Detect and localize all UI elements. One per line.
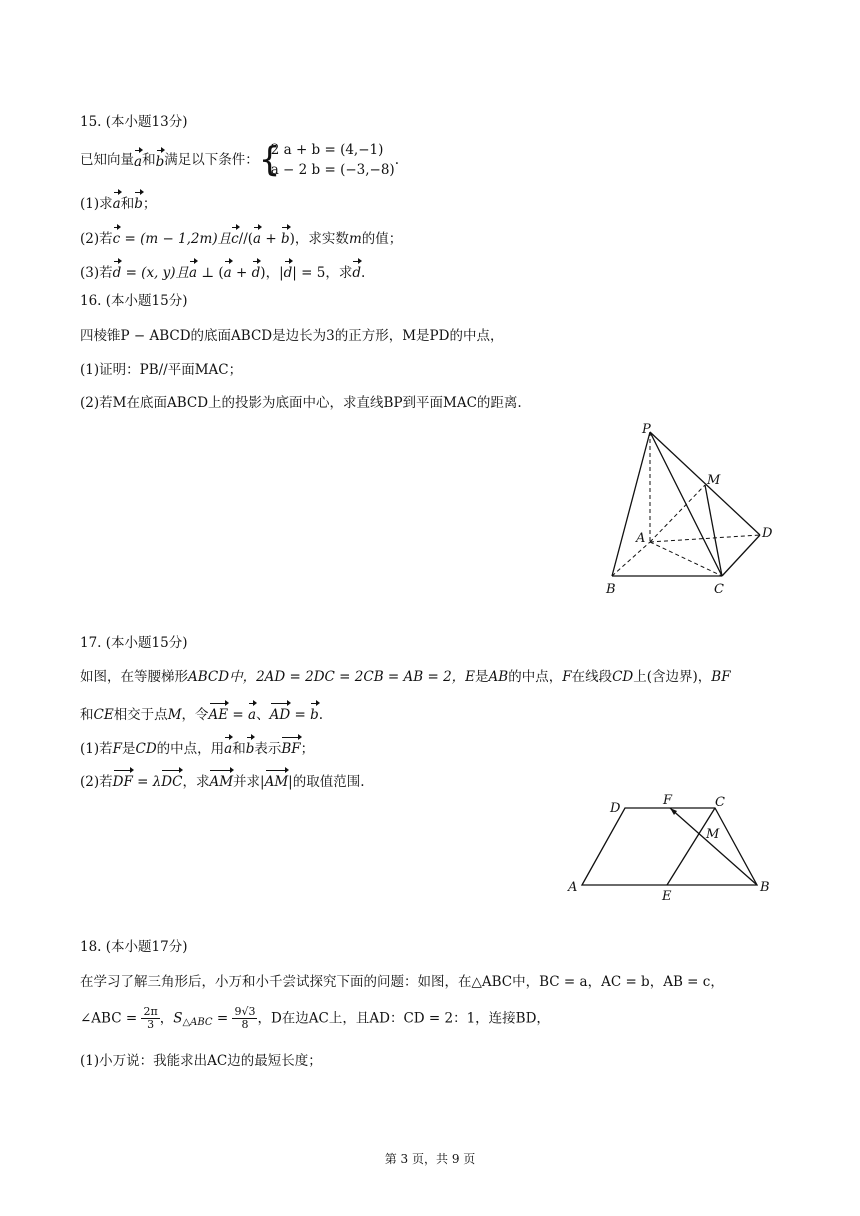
q17-stem1-boundary: 上(含边界)，: [633, 669, 712, 685]
q15-part2-expr: = (m − 1,2m)且: [124, 231, 232, 247]
vector-b: b: [310, 701, 319, 725]
vector-b: b: [246, 735, 255, 759]
vector-a: a: [134, 148, 142, 172]
label-M: M: [706, 827, 720, 842]
pyramid-figure: [590, 415, 790, 605]
q17-stem1-midpoint: 的中点，: [508, 669, 563, 685]
q17-part2-lambda: = λ: [137, 774, 162, 790]
q15-part2-value: 的值；: [361, 231, 403, 247]
vector-a: a: [248, 701, 256, 725]
q15-header: 15. (本小题13分): [80, 114, 188, 130]
vector-AE: AE: [209, 701, 229, 725]
q18-area-subscript: △ABC: [182, 1017, 213, 1028]
label-M: M: [707, 473, 721, 488]
q15-part2-text: (2)若: [80, 231, 113, 247]
vector-d: d: [352, 259, 361, 283]
vector-a: a: [189, 259, 197, 283]
q17-stem1-segment: 在线段: [571, 669, 613, 685]
vector-c: c: [231, 225, 239, 249]
q18-header: 18. (本小题17分): [80, 939, 188, 955]
label-P: P: [642, 422, 651, 437]
vector-a: a: [224, 735, 232, 759]
q17-stem2-intersect: 相交于点: [113, 707, 168, 723]
trapezoid-ABCD: [582, 808, 757, 885]
q17-stem2-eq: =: [232, 707, 244, 723]
vector-b: b: [281, 225, 290, 249]
vector-a: a: [224, 259, 232, 283]
q17-stem-1: 如图，在等腰梯形ABCD中，2AD = 2DC = 2CB = AB = 2，E是AB的中点，F在线段CD上(含边界)，BF: [80, 669, 731, 685]
vector-AD: AD: [270, 701, 291, 725]
q17-stem2-let: ，令: [181, 707, 209, 723]
q15-part3-perp: ⊥ (: [201, 265, 224, 281]
vector-AM: AM: [209, 768, 233, 792]
q17-header: 17. (本小题15分): [80, 635, 188, 651]
q17-part2-text: (2)若: [80, 774, 113, 790]
equation-system: [259, 140, 395, 180]
q15-part1-and: 和: [120, 196, 135, 212]
q17-stem2-and: 和: [80, 707, 94, 723]
q17-part1-text: (1)若: [80, 741, 113, 757]
fraction-9sqrt3-8: $\frac{9√3}{8}$: [234, 1005, 256, 1031]
q17-part1-midpoint: 的中点，用: [156, 741, 225, 757]
trapezoid-figure: [560, 790, 780, 905]
q18-stem-1: 在学习了解三角形后，小万和小千尝试探究下面的问题：如图，在△ABC中，BC = a，AC = b，AB = c，: [80, 974, 724, 990]
vector-BF: BF: [281, 735, 300, 759]
equation-2: a − 2 b = (−3,−8): [270, 162, 395, 178]
label-C: C: [715, 795, 725, 810]
label-E: E: [662, 889, 672, 904]
q15-intro: 已知向量a和b满足以下条件： { 2 a + b = (4,−1) a − 2 b = (−3,−8) .: [80, 140, 400, 180]
vector-a: a: [113, 190, 121, 214]
vector-AM: AM: [265, 768, 289, 792]
edge-AM-hidden: [650, 485, 705, 542]
vector-d: d: [113, 259, 122, 283]
vector-d: d: [252, 259, 261, 283]
edge-PD: [650, 432, 760, 535]
q15-part2: (2)若c = (m − 1,2m)且c//(a + b)，求实数m的值；: [80, 225, 402, 249]
q16-part2: (2)若M在底面ABCD上的投影为底面中心，求直线BP到平面MAC的距离.: [80, 395, 522, 411]
label-B: B: [760, 880, 770, 895]
q15-part2-ask: )，求实数: [289, 231, 349, 247]
q17-part2-and-find: 并求|: [233, 774, 265, 790]
q15-part3-norm: )，|: [260, 265, 284, 281]
q15-part3-ask: | = 5，求: [292, 265, 353, 281]
label-C: C: [714, 582, 724, 597]
label-D: D: [762, 526, 773, 541]
q17-part1-and: 和: [232, 741, 246, 757]
vector-b: b: [156, 148, 165, 172]
q15-part3-plus: +: [236, 265, 248, 281]
label-F: F: [663, 793, 673, 808]
vector-a: a: [253, 225, 261, 249]
vector-c: c: [113, 225, 121, 249]
q16-header: 16. (本小题15分): [80, 293, 188, 309]
q15-part1-text: (1)求: [80, 196, 113, 212]
label-A: A: [568, 880, 578, 895]
left-brace-icon: {: [258, 140, 281, 180]
q17-part2-find: ，求: [182, 774, 210, 790]
label-A: A: [636, 531, 646, 546]
q15-intro-condition: 满足以下条件：: [164, 152, 259, 168]
vector-b: b: [134, 190, 143, 214]
q15-part3: (3)若d = (x, y)且a ⊥ (a + d)，|d| = 5，求d.: [80, 259, 365, 283]
q16-part1: (1)证明：PB//平面MAC；: [80, 362, 243, 378]
page-footer: 第 3 页，共 9 页: [384, 1152, 476, 1166]
q18-equals: =: [216, 1010, 229, 1027]
q17-stem1-is: 是: [475, 669, 489, 685]
q17-part1-express: 表示: [254, 741, 282, 757]
q15-part2-plus: +: [265, 231, 277, 247]
vector-d: d: [284, 259, 293, 283]
q17-stem1-text: 如图，在等腰梯形: [80, 669, 188, 685]
equation-1: 2 a + b = (4,−1): [270, 142, 384, 158]
edge-BA-hidden: [612, 542, 650, 576]
q17-part2: [80, 768, 365, 792]
q15-intro-text: 已知向量: [80, 152, 134, 168]
label-D: D: [610, 801, 621, 816]
q18-area-symbol: S: [173, 1010, 183, 1027]
edge-PB: [612, 432, 650, 576]
q15-part1: (1)求a和b；: [80, 190, 156, 214]
q17-part1-is: 是: [122, 741, 136, 757]
edge-AC-hidden: [650, 542, 722, 576]
q18-stem-2: ∠ABC = $\frac{2\pi}{3}$ ，$S_{\triangle ABC}$ = $\frac{9√3}{8}$ ，D在边AC上，且AD：CD = 2：1，连接BD，: [80, 1005, 550, 1031]
q15-part3-text: (3)若: [80, 265, 113, 281]
q17-part2-range: |的取值范围.: [288, 774, 365, 790]
fraction-2pi-3: $\frac{2\pi}{3}$: [143, 1005, 158, 1031]
q18-angle: ∠ABC =: [80, 1010, 138, 1027]
edge-MC: [705, 485, 722, 576]
q17-stem1-lengths: 中，2AD = 2DC = 2CB = AB = 2，: [229, 669, 466, 685]
segment-EC: [667, 808, 715, 885]
q15-intro-and: 和: [142, 152, 156, 168]
q17-part1: (1)若F是CD的中点，用a和b表示BF；: [80, 735, 314, 759]
segment-BF: [670, 808, 757, 885]
vector-DF: DF: [113, 768, 133, 792]
q18-part1: (1)小万说：我能求出AC边的最短长度；: [80, 1053, 322, 1069]
q17-stem-2: 和CE相交于点M，令AE = a、AD = b.: [80, 701, 323, 725]
q18-stem2-rest: ，D在边AC上，且AD：CD = 2：1，连接BD，: [257, 1010, 550, 1027]
q16-stem: 四棱锥P − ABCD的底面ABCD是边长为3的正方形，M是PD的中点，: [80, 328, 504, 344]
edge-CD: [722, 535, 760, 576]
q17-stem2-sep: 、: [256, 707, 270, 723]
label-B: B: [606, 582, 616, 597]
q15-part3-expr: = (x, y)且: [125, 265, 190, 281]
vector-DC: DC: [161, 768, 182, 792]
q15-part2-parallel: //(: [238, 231, 254, 247]
